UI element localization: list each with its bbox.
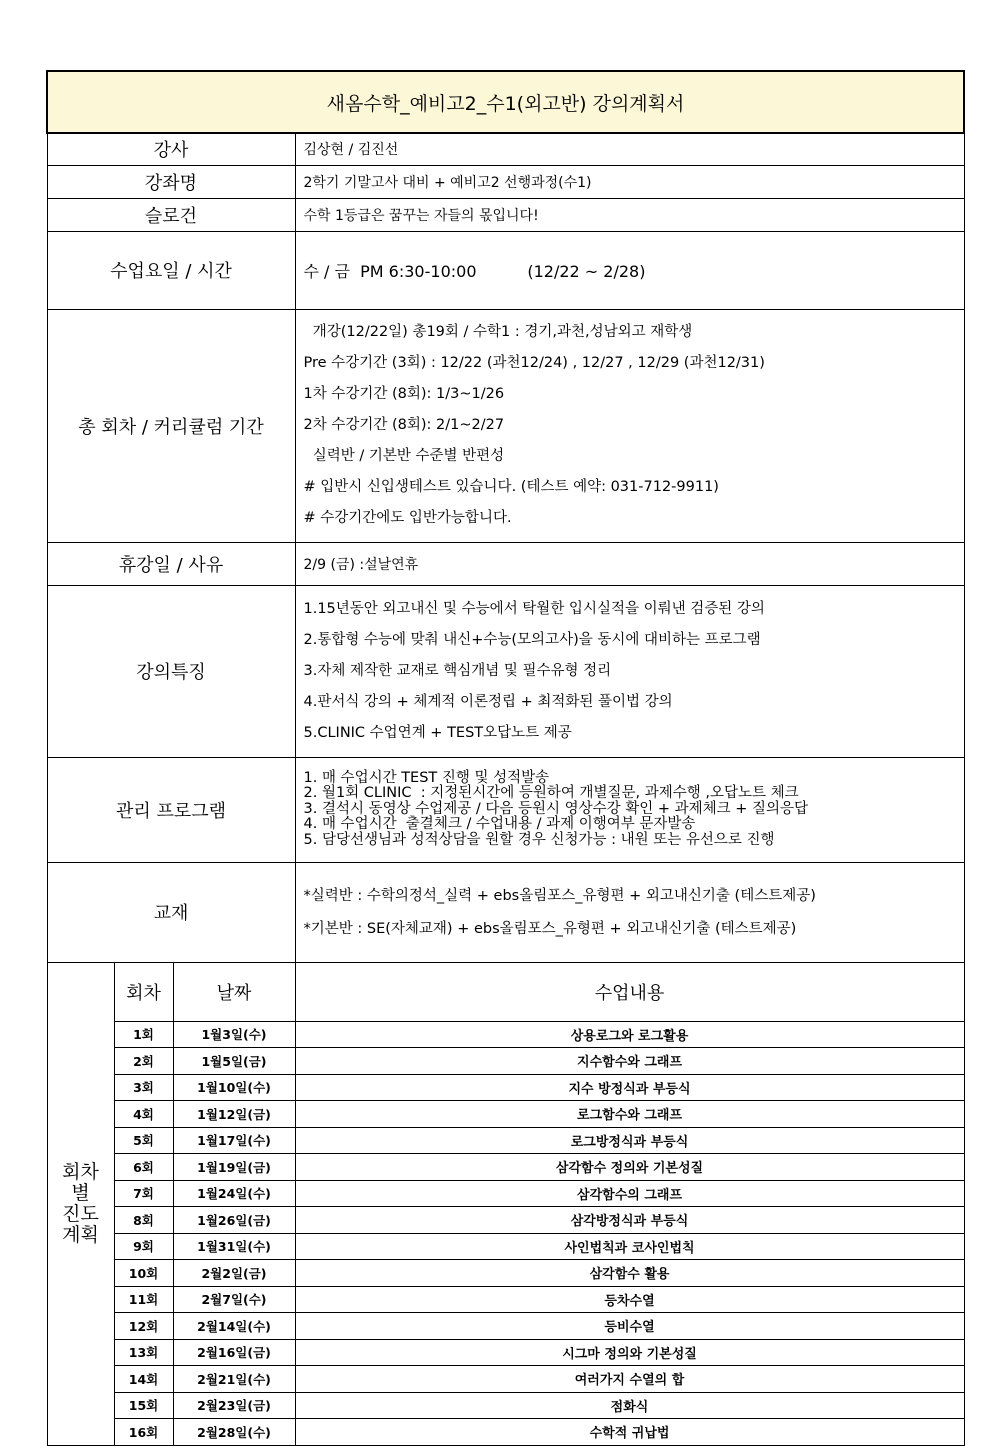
features-label: 강의특징: [47, 586, 295, 758]
holiday-label: 휴강일 / 사유: [47, 543, 295, 586]
curriculum-line: 개강(12/22일) 총19회 / 수학1 : 경기,과천,성남외고 재학생: [303, 324, 693, 340]
textbook-line-basic: *기본반 : SE(자체교재) + ebs올림포스_유형편 + 외고내신기출 (테스트제공): [303, 920, 797, 937]
session-number: 11회: [114, 1286, 173, 1313]
slogan-label: 슬로건: [47, 198, 295, 231]
session-date: 1월19일(금): [173, 1154, 295, 1181]
curriculum-line: # 입반시 신입생테스트 있습니다. (테스트 예약: 031-712-9911): [303, 479, 719, 495]
session-date: 2월7일(수): [173, 1286, 295, 1313]
session-number: 4회: [114, 1101, 173, 1128]
feature-line: 3.자체 제작한 교재로 핵심개념 및 필수유형 정리: [303, 662, 612, 679]
feature-line: 4.판서식 강의 + 체계적 이론정립 + 최적화된 풀이법 강의: [303, 693, 673, 710]
session-content: 삼각함수 정의와 기본성질: [295, 1154, 964, 1181]
side-label-part: 회차: [62, 1160, 99, 1183]
management-line: 3. 결석시 동영상 수업제공 / 다음 등원시 영상수강 확인 + 과제체크 + 질의응답: [303, 800, 809, 817]
session-content: 지수함수와 그래프: [295, 1048, 964, 1075]
session-content: 로그함수와 그래프: [295, 1101, 964, 1128]
session-date: 2월14일(수): [173, 1313, 295, 1340]
table-row: [47, 1233, 964, 1260]
table-row: [47, 1313, 964, 1340]
textbook-line-advanced: *실력반 : 수학의정석_실력 + ebs올림포스_유형편 + 외고내신기출 (테스트제공): [303, 887, 816, 904]
session-content: 사인법칙과 코사인법칙: [295, 1233, 964, 1260]
session-number: 12회: [114, 1313, 173, 1340]
course-value: 2학기 기말고사 대비 + 예비고2 선행과정(수1): [295, 165, 964, 198]
table-row: [47, 1366, 964, 1393]
management-line: 5. 담당선생님과 성적상담을 원할 경우 신청가능 : 내원 또는 유선으로 진행: [303, 831, 775, 848]
feature-line: 5.CLINIC 수업연계 + TEST오답노트 제공: [303, 724, 572, 741]
session-date: 2월16일(금): [173, 1339, 295, 1366]
session-number: 13회: [114, 1339, 173, 1366]
table-row: [47, 1286, 964, 1313]
holiday-value: 2/9 (금) :설날연휴: [295, 543, 964, 586]
session-number: 1회: [114, 1021, 173, 1048]
session-number: 14회: [114, 1366, 173, 1393]
session-content: 시그마 정의와 기본성질: [295, 1339, 964, 1366]
session-content: 수학적 귀납법: [295, 1419, 964, 1446]
table-row: [47, 1392, 964, 1419]
table-row: [47, 1339, 964, 1366]
session-date: 2월21일(수): [173, 1366, 295, 1393]
table-row: [47, 1101, 964, 1128]
management-line: 2. 월1회 CLINIC : 지정된시간에 등원하여 개별질문, 과제수행 ,오답노트 체크: [303, 785, 799, 802]
table-row: [47, 1180, 964, 1207]
curriculum-line: 실력반 / 기본반 수준별 반편성: [303, 448, 505, 464]
session-date: 1월31일(수): [173, 1233, 295, 1260]
table-row: [47, 1021, 964, 1048]
schedule-value: 수 / 금 PM 6:30-10:00 (12/22 ~ 2/28): [295, 231, 964, 309]
table-row: [47, 1419, 964, 1446]
session-number: 15회: [114, 1392, 173, 1419]
session-content: 지수 방정식과 부등식: [295, 1074, 964, 1101]
feature-line: 2.통합형 수능에 맞춰 내신+수능(모의고사)을 동시에 대비하는 프로그램: [303, 631, 761, 648]
session-number: 10회: [114, 1260, 173, 1287]
table-row: [47, 1048, 964, 1075]
session-date: 1월26일(금): [173, 1207, 295, 1234]
session-number: 9회: [114, 1233, 173, 1260]
session-date: 2월23일(금): [173, 1392, 295, 1419]
curriculum-line: # 수강기간에도 입반가능합니다.: [303, 510, 512, 526]
curriculum-value: [295, 309, 964, 543]
management-value: [295, 757, 964, 862]
session-date: 1월24일(수): [173, 1180, 295, 1207]
lecture-plan-table: [46, 70, 965, 1446]
curriculum-line: Pre 수강기간 (3회) : 12/22 (과천12/24) , 12/27 , 12/29 (과천12/31): [303, 355, 765, 371]
slogan-value: 수학 1등급은 꿈꾸는 자들의 몫입니다!: [295, 198, 964, 231]
progress-plan-label: [47, 962, 114, 1445]
session-date: 1월12일(금): [173, 1101, 295, 1128]
table-row: [47, 1207, 964, 1234]
session-number: 2회: [114, 1048, 173, 1075]
session-date: 1월3일(수): [173, 1021, 295, 1048]
table-row: [47, 1154, 964, 1181]
curriculum-line: 1차 수강기간 (8회): 1/3~1/26: [303, 386, 505, 402]
table-row: [47, 1074, 964, 1101]
content-column-header: 수업내용: [295, 962, 964, 1021]
management-line: 1. 매 수업시간 TEST 진행 및 성적발송: [303, 769, 550, 786]
schedule-label: 수업요일 / 시간: [47, 231, 295, 309]
table-row: [47, 1260, 964, 1287]
session-content: 여러가지 수열의 합: [295, 1366, 964, 1393]
session-content: 삼각함수의 그래프: [295, 1180, 964, 1207]
textbook-value: [295, 862, 964, 962]
session-number: 3회: [114, 1074, 173, 1101]
session-date: 1월10일(수): [173, 1074, 295, 1101]
session-number: 6회: [114, 1154, 173, 1181]
side-label-part: 진도: [62, 1202, 99, 1225]
session-date: 2월28일(수): [173, 1419, 295, 1446]
side-label-part: 별: [71, 1181, 90, 1204]
session-number: 8회: [114, 1207, 173, 1234]
textbook-label: 교재: [47, 862, 295, 962]
curriculum-label: 총 회차 / 커리큘럼 기간: [47, 309, 295, 543]
session-content: 삼각함수 활용: [295, 1260, 964, 1287]
instructor-label: 강사: [47, 133, 295, 165]
session-content: 등차수열: [295, 1286, 964, 1313]
features-value: [295, 586, 964, 758]
session-content: 삼각방정식과 부등식: [295, 1207, 964, 1234]
course-label: 강좌명: [47, 165, 295, 198]
date-column-header: 날짜: [173, 962, 295, 1021]
document-title: 새옴수학_예비고2_수1(외고반) 강의계획서: [47, 71, 964, 133]
session-content: 로그방정식과 부등식: [295, 1127, 964, 1154]
table-row: [47, 1127, 964, 1154]
curriculum-line: 2차 수강기간 (8회): 2/1~2/27: [303, 417, 505, 433]
session-content: 등비수열: [295, 1313, 964, 1340]
instructor-value: 김상현 / 김진선: [295, 133, 964, 165]
session-date: 1월5일(금): [173, 1048, 295, 1075]
session-content: 점화식: [295, 1392, 964, 1419]
session-column-header: 회차: [114, 962, 173, 1021]
session-content: 상용로그와 로그활용: [295, 1021, 964, 1048]
management-line: 4. 매 수업시간 출결체크 / 수업내용 / 과제 이행여부 문자발송: [303, 816, 696, 833]
session-date: 1월17일(수): [173, 1127, 295, 1154]
feature-line: 1.15년동안 외고내신 및 수능에서 탁월한 입시실적을 이뤄낸 검증된 강의: [303, 600, 765, 617]
session-date: 2월2일(금): [173, 1260, 295, 1287]
session-number: 16회: [114, 1419, 173, 1446]
session-number: 5회: [114, 1127, 173, 1154]
side-label-part: 계획: [62, 1223, 99, 1246]
lecture-plan-document: [46, 70, 963, 1446]
session-number: 7회: [114, 1180, 173, 1207]
management-label: 관리 프로그램: [47, 757, 295, 862]
